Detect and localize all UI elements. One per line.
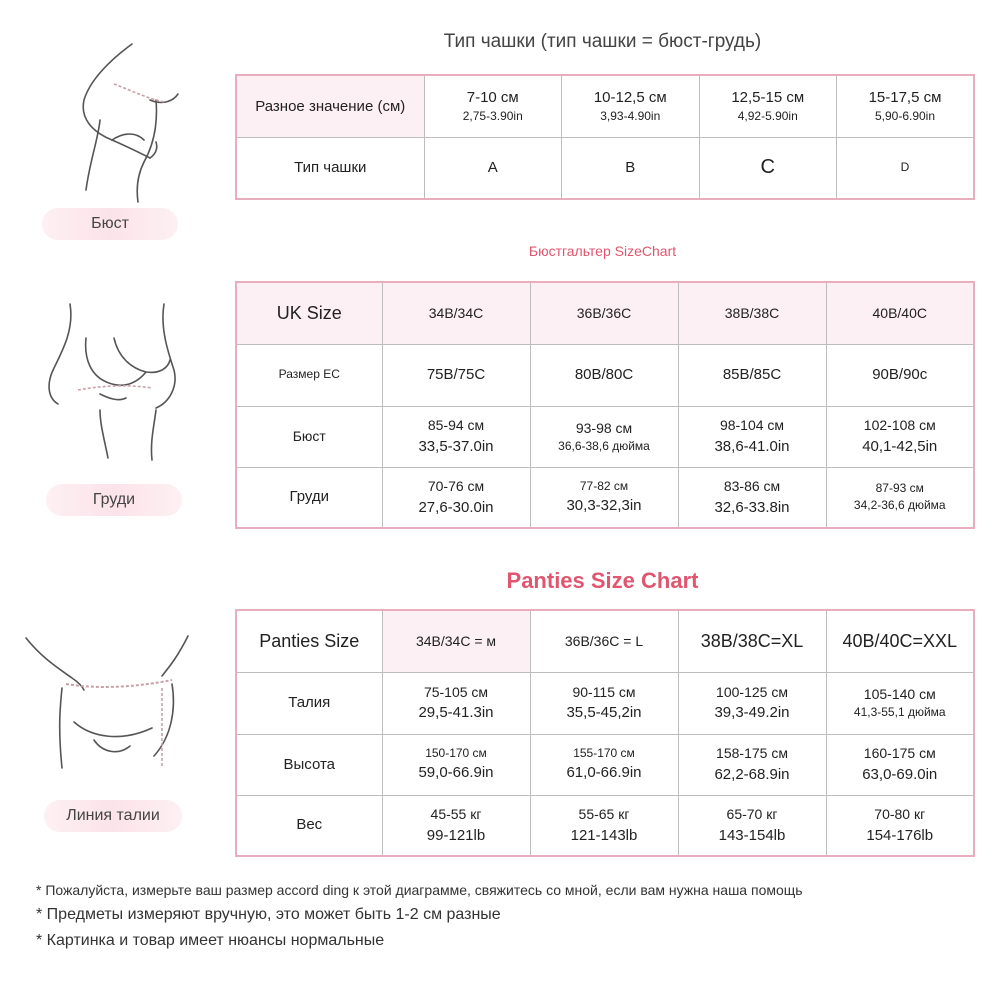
- notes: [36, 882, 803, 958]
- uk-size-label: UK Size: [236, 282, 382, 344]
- cup-row1-label: Разное значение (см): [236, 75, 424, 137]
- waist-cell: 75-105 см 29,5-41.3in: [382, 672, 530, 734]
- breasts-label-pill: [46, 484, 182, 516]
- panties-size-cell: 38B/38C=XL: [678, 610, 826, 672]
- underbust-cell: 70-76 см 27,6-30.0in: [382, 467, 530, 528]
- panties-table-title: Panties Size Chart: [506, 568, 699, 593]
- cup-range-cell: 10-12,5 см 3,93-4.90in: [562, 75, 700, 137]
- bra-table-title: Бюстгальтер SizeChart: [528, 243, 677, 259]
- waist-measure-icon: [22, 628, 192, 778]
- bust-measure-icon: [40, 40, 190, 205]
- weight-cell: 70-80 кг 154-176lb: [826, 795, 974, 856]
- bust-cell: 98-104 см 38,6-41.0in: [678, 406, 826, 467]
- waist-cell: 100-125 см 39,3-49.2in: [678, 672, 826, 734]
- cup-type-cell: B: [562, 137, 700, 199]
- bust-cell: 85-94 см 33,5-37.0in: [382, 406, 530, 467]
- eu-size-cell: 85B/85C: [678, 344, 826, 406]
- cup-type-cell: D: [837, 137, 975, 199]
- uk-size-cell: 38B/38C: [678, 282, 826, 344]
- waist-row-label: Талия: [236, 672, 382, 734]
- height-cell: 155-170 см 61,0-66.9in: [530, 734, 678, 795]
- height-cell: 150-170 см 59,0-66.9in: [382, 734, 530, 795]
- underbust-measure-icon: [34, 298, 184, 463]
- eu-size-label: Размер ЕС: [236, 344, 382, 406]
- cup-type-table: [235, 74, 975, 200]
- waist-cell: 90-115 см 35,5-45,2in: [530, 672, 678, 734]
- uk-size-cell: 36B/36C: [530, 282, 678, 344]
- weight-cell: 45-55 кг 99-121lb: [382, 795, 530, 856]
- cup-range-cell: 7-10 см 2,75-3.90in: [424, 75, 562, 137]
- uk-size-cell: 34B/34C: [382, 282, 530, 344]
- note-line: * Пожалуйста, измерьте ваш размер accord ding к этой диаграмме, свяжитесь со мной, если вам нужна наша помощь: [36, 882, 803, 898]
- bust-cell: 93-98 см 36,6-38,6 дюйма: [530, 406, 678, 467]
- cup-table-title: Тип чашки (тип чашки = бюст-грудь): [443, 31, 762, 52]
- waist-cell: 105-140 см 41,3-55,1 дюйма: [826, 672, 974, 734]
- bust-label: Бюст: [91, 215, 129, 232]
- bra-size-table: [235, 281, 975, 529]
- eu-size-cell: 80B/80C: [530, 344, 678, 406]
- panties-size-cell: 36B/36C = L: [530, 610, 678, 672]
- note-line: * Картинка и товар имеет нюансы нормальные: [36, 932, 385, 949]
- height-row-label: Высота: [236, 734, 382, 795]
- waistline-label: Линия талии: [66, 807, 160, 824]
- cup-type-cell: A: [424, 137, 562, 199]
- panties-size-table: [235, 609, 975, 857]
- cup-row2-label: Тип чашки: [236, 137, 424, 199]
- weight-cell: 65-70 кг 143-154lb: [678, 795, 826, 856]
- eu-size-cell: 75B/75C: [382, 344, 530, 406]
- uk-size-cell: 40B/40C: [826, 282, 974, 344]
- panties-size-cell: 40B/40C=XXL: [826, 610, 974, 672]
- underbust-cell: 83-86 см 32,6-33.8in: [678, 467, 826, 528]
- waistline-label-pill: [44, 800, 182, 832]
- cup-range-cell: 12,5-15 см 4,92-5.90in: [699, 75, 837, 137]
- underbust-cell: 87-93 см 34,2-36,6 дюйма: [826, 467, 974, 528]
- weight-cell: 55-65 кг 121-143lb: [530, 795, 678, 856]
- underbust-row-label: Груди: [236, 467, 382, 528]
- breasts-label: Груди: [92, 491, 136, 508]
- underbust-cell: 77-82 см 30,3-32,3in: [530, 467, 678, 528]
- panties-size-cell: 34B/34C = м: [382, 610, 530, 672]
- bust-label-pill: [42, 208, 178, 240]
- height-cell: 160-175 см 63,0-69.0in: [826, 734, 974, 795]
- height-cell: 158-175 см 62,2-68.9in: [678, 734, 826, 795]
- bust-row-label: Бюст: [236, 406, 382, 467]
- cup-type-cell: C: [699, 137, 837, 199]
- panties-size-label: Panties Size: [236, 610, 382, 672]
- note-line: * Предметы измеряют вручную, это может быть 1-2 см разные: [36, 906, 501, 923]
- bust-cell: 102-108 см 40,1-42,5in: [826, 406, 974, 467]
- cup-range-cell: 15-17,5 см 5,90-6.90in: [837, 75, 975, 137]
- weight-row-label: Вес: [236, 795, 382, 856]
- eu-size-cell: 90B/90c: [826, 344, 974, 406]
